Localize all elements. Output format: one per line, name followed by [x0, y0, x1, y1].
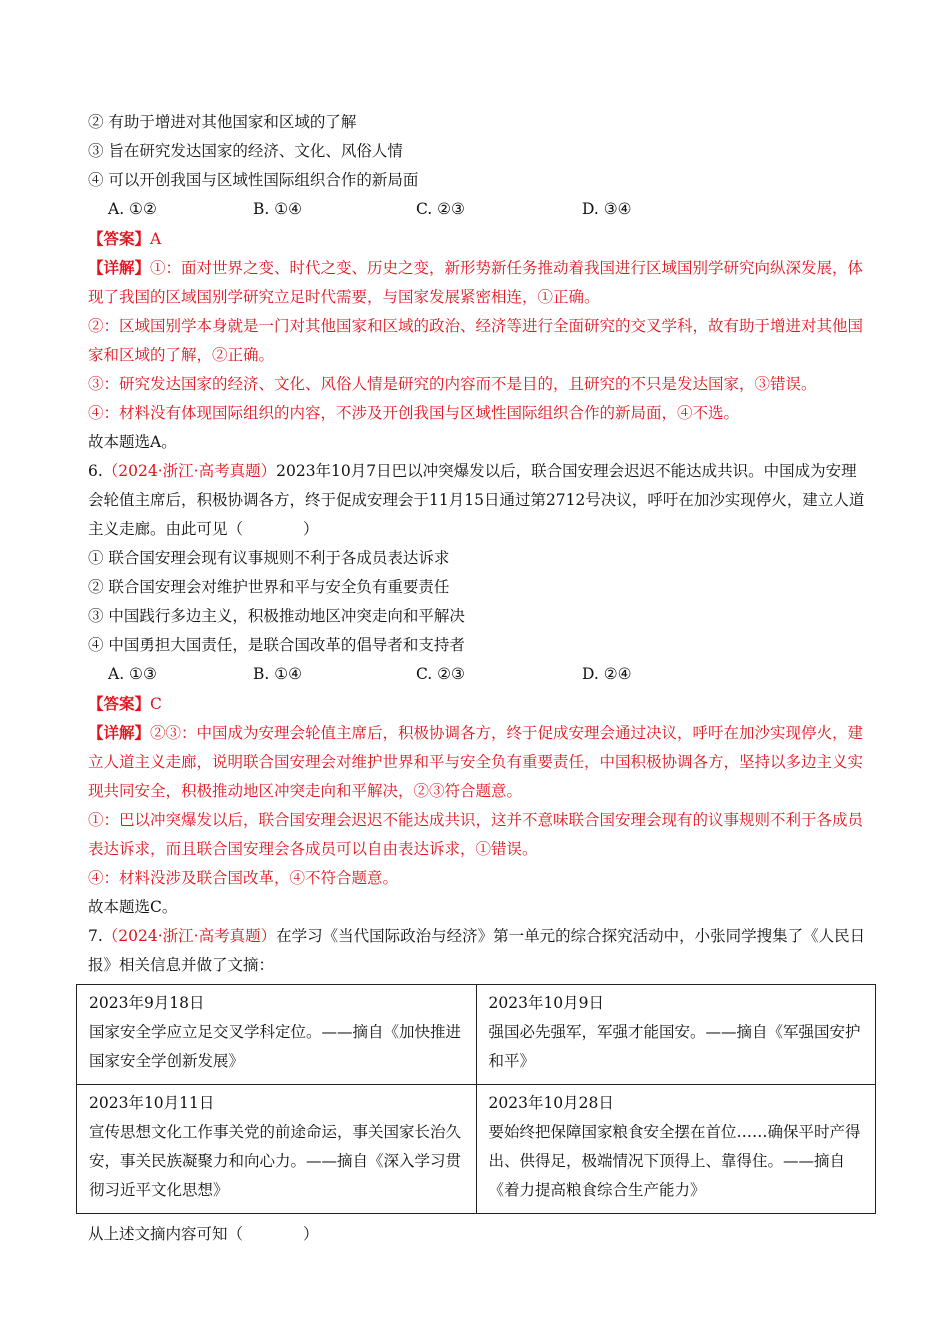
- q7-tail: [88, 1220, 868, 1249]
- q5-detail-1-text: ①：面对世界之变、时代之变、历史之变，新形势新任务推动着我国进行区域国别学研究向纵深发展，体现了我国的区域国别学研究立足时代需要，与国家发展紧密相连，①正确。: [88, 259, 864, 306]
- q6-stem-text: 2023年10月7日巴以冲突爆发以后，联合国安理会迟迟不能达成共识。中国成为安理会轮值主席后，积极协调各方，终于促成安理会于11月15日通过第2712号决议，呼吁在加沙实现停火，建立人道主义走廊。由此可见（: [88, 462, 865, 538]
- q5-detail-4: ④：材料没有体现国际组织的内容，不涉及开创我国与区域性国际组织合作的新局面，④不选。: [88, 404, 740, 422]
- q7-source: （2024·浙江·高考真题）: [102, 927, 277, 945]
- table-cell: [77, 985, 477, 1085]
- q6-detail-1: [88, 718, 868, 806]
- excerpt-table: [76, 984, 876, 1214]
- q5-answer-value: A: [150, 230, 162, 248]
- q7-tail-end: ）: [303, 1225, 319, 1243]
- q5-detail-3: ③：研究发达国家的经济、文化、风俗人情是研究的内容而不是目的，且研究的不只是发达国家，③错误。: [88, 375, 817, 393]
- q6-item-3: ③ 中国践行多边主义，积极推动地区冲突走向和平解决: [88, 607, 465, 625]
- document-page: [88, 108, 868, 1249]
- cell-text: 强国必先强军，军强才能国安。——摘自《军强国安护和平》: [488, 1023, 861, 1070]
- q5-detail-label: 【详解】: [88, 258, 151, 277]
- q5-option-d: D. ③④: [582, 200, 632, 218]
- q6-answer-value: C: [150, 695, 162, 713]
- q6-option-b: B. ①④: [253, 665, 303, 683]
- q6-answer: [88, 689, 868, 718]
- q5-item-4: ④ 可以开创我国与区域性国际组织合作的新局面: [88, 171, 419, 189]
- q5-item-2: ② 有助于增进对其他国家和区域的了解: [88, 113, 357, 131]
- cell-date: 2023年9月18日: [89, 994, 205, 1012]
- q5-item-3: ③ 旨在研究发达国家的经济、文化、风俗人情: [88, 142, 403, 160]
- q6-option-c: C. ②③: [416, 665, 465, 683]
- q6-number: 6.: [88, 462, 103, 480]
- q6-answer-label: 【答案】: [88, 694, 151, 713]
- table-cell: [77, 1085, 477, 1214]
- q6-detail-3: ④：材料没涉及联合国改革，④不符合题意。: [88, 869, 399, 887]
- q5-conclusion: 故本题选A。: [88, 433, 177, 451]
- q5-detail-1: [88, 253, 868, 312]
- cell-text: 要始终把保障国家粮食安全摆在首位……确保平时产得出、供得足，极端情况下顶得上、靠得住。——摘自《着力提高粮食综合生产能力》: [488, 1123, 861, 1199]
- q6-detail-1-text: ②③：中国成为安理会轮值主席后，积极协调各方，终于促成安理会通过决议，呼吁在加沙实现停火，建立人道主义走廊，说明联合国安理会对维护世界和平与安全负有重要责任，中国积极协调各方，坚持以多边主义实现共同安全，积极推动地区冲突走向和平解决，②③符合题意。: [88, 724, 864, 800]
- q7-stem-text: 在学习《当代国际政治与经济》第一单元的综合探究活动中，小张同学搜集了《人民日报》相关信息并做了文摘：: [88, 927, 866, 974]
- q5-option-a: A. ①②: [108, 200, 157, 218]
- q6-item-4: ④ 中国勇担大国责任，是联合国改革的倡导者和支持者: [88, 636, 465, 654]
- q5-option-c: C. ②③: [416, 200, 465, 218]
- q6-stem-end: ）: [303, 520, 319, 538]
- q5-option-b: B. ①④: [253, 200, 303, 218]
- q6-detail-2: ①：巴以冲突爆发以后，联合国安理会迟迟不能达成共识，这并不意味联合国安理会现有的议事规则不利于各成员表达诉求，而且联合国安理会各成员可以自由表达诉求，①错误。: [88, 811, 864, 858]
- q7-tail-text: 从上述文摘内容可知（: [88, 1225, 244, 1243]
- q6-option-d: D. ②④: [582, 665, 632, 683]
- cell-date: 2023年10月11日: [89, 1094, 215, 1112]
- q7-stem: [88, 922, 868, 980]
- q6-detail-label: 【详解】: [88, 723, 151, 742]
- q6-item-1: ① 联合国安理会现有议事规则不利于各成员表达诉求: [88, 549, 450, 567]
- cell-text: 宣传思想文化工作事关党的前途命运，事关国家长治久安，事关民族凝聚力和向心力。——摘自《深入学习贯彻习近平文化思想》: [89, 1123, 462, 1199]
- q5-options: [88, 195, 868, 224]
- q6-conclusion: 故本题选C。: [88, 898, 178, 916]
- cell-text: 国家安全学应立足交叉学科定位。——摘自《加快推进国家安全学创新发展》: [89, 1023, 462, 1070]
- q6-stem: [88, 457, 868, 544]
- q6-options: [88, 660, 868, 689]
- table-cell: [476, 1085, 876, 1214]
- q6-item-2: ② 联合国安理会对维护世界和平与安全负有重要责任: [88, 578, 450, 596]
- cell-date: 2023年10月9日: [488, 994, 605, 1012]
- q6-source: （2024·浙江·高考真题）: [102, 462, 277, 480]
- cell-date: 2023年10月28日: [488, 1094, 614, 1112]
- table-row: [77, 1085, 876, 1214]
- q7-number: 7.: [88, 927, 103, 945]
- q5-answer-label: 【答案】: [88, 229, 151, 248]
- q6-option-a: A. ①③: [108, 665, 157, 683]
- q5-answer: [88, 224, 868, 253]
- table-cell: [476, 985, 876, 1085]
- table-row: [77, 985, 876, 1085]
- q5-detail-2: ②：区域国别学本身就是一门对其他国家和区域的政治、经济等进行全面研究的交叉学科，故有助于增进对其他国家和区域的了解，②正确。: [88, 317, 864, 364]
